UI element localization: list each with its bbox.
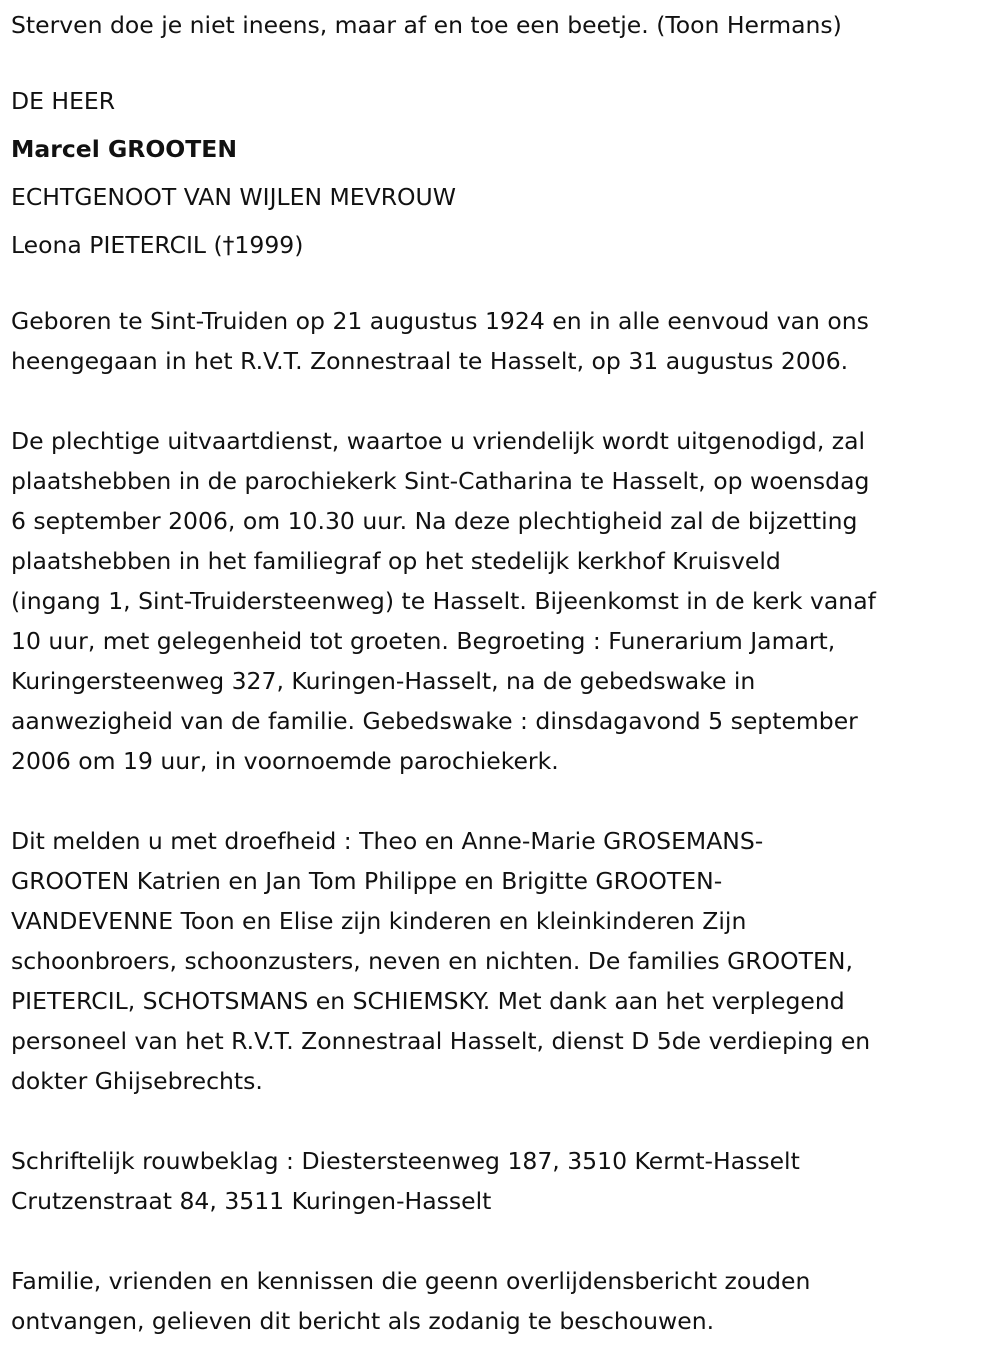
paragraph-line: PIETERCIL, SCHOTSMANS en SCHIEMSKY. Met dank aan het verplegend [11,987,845,1015]
paragraph-line: (ingang 1, Sint-Truidersteenweg) te Hasselt. Bijeenkomst in de kerk vanaf [11,587,876,615]
paragraph-line: Familie, vrienden en kennissen die geenn overlijdensbericht zouden [11,1267,811,1295]
paragraph-line: schoonbroers, schoonzusters, neven en nichten. De families GROOTEN, [11,947,853,975]
relation: ECHTGENOOT VAN WIJLEN MEVROUW [11,183,456,211]
paragraph-line: De plechtige uitvaartdienst, waartoe u vriendelijk wordt uitgenodigd, zal [11,427,866,455]
quote: Sterven doe je niet ineens, maar af en toe een beetje. (Toon Hermans) [11,11,842,39]
body-paragraphs [11,301,876,1341]
paragraph-line: Schriftelijk rouwbeklag : Diestersteenweg 187, 3510 Kermt-Hasselt [11,1147,800,1175]
family-paragraph [11,821,876,1101]
paragraph-line: heengegaan in het R.V.T. Zonnestraal te Hasselt, op 31 augustus 2006. [11,347,849,375]
paragraph-line: aanwezigheid van de familie. Gebedswake : dinsdagavond 5 september [11,707,858,735]
paragraph-line: plaatshebben in het familiegraf op het stedelijk kerkhof Kruisveld [11,547,781,575]
paragraph-line: Crutzenstraat 84, 3511 Kuringen-Hasselt [11,1187,492,1215]
paragraph-line: ontvangen, gelieven dit bericht als zodanig te beschouwen. [11,1307,715,1335]
paragraph-line: 10 uur, met gelegenheid tot groeten. Begroeting : Funerarium Jamart, [11,627,836,655]
paragraph-line: dokter Ghijsebrechts. [11,1067,263,1095]
paragraph-line: Dit melden u met droefheid : Theo en Anne-Marie GROSEMANS- [11,827,764,855]
spouse-name: Leona PIETERCIL (†1999) [11,231,304,259]
paragraph-line: VANDEVENNE Toon en Elise zijn kinderen en kleinkinderen Zijn [11,907,747,935]
honorific: DE HEER [11,87,116,115]
paragraph-line: personeel van het R.V.T. Zonnestraal Hasselt, dienst D 5de verdieping en [11,1027,871,1055]
paragraph-line: GROOTEN Katrien en Jan Tom Philippe en Brigitte GROOTEN- [11,867,723,895]
condolence-paragraph [11,1141,876,1221]
paragraph-line: Geboren te Sint-Truiden op 21 augustus 1924 en in alle eenvoud van ons [11,307,869,335]
notice-paragraph [11,1261,876,1341]
obituary-document [11,5,876,1341]
paragraph-line: 6 september 2006, om 10.30 uur. Na deze plechtigheid zal de bijzetting [11,507,858,535]
paragraph-line: 2006 om 19 uur, in voornoemde parochiekerk. [11,747,559,775]
funeral-paragraph [11,421,876,781]
paragraph-line: Kuringersteenweg 327, Kuringen-Hasselt, na de gebedswake in [11,667,756,695]
birth-death-paragraph [11,301,876,381]
paragraph-line: plaatshebben in de parochiekerk Sint-Catharina te Hasselt, op woensdag [11,467,870,495]
deceased-name: Marcel GROOTEN [11,135,238,163]
